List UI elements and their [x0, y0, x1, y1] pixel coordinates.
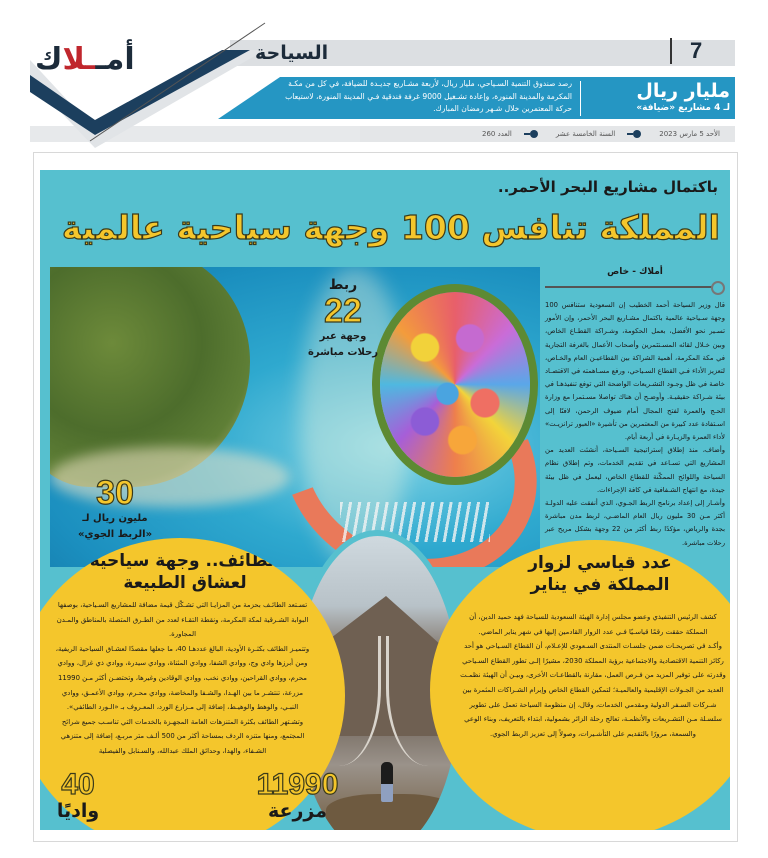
- page-header: [0, 0, 768, 160]
- stat-prefix: ربط: [328, 277, 358, 293]
- stat-destinations: [298, 277, 388, 361]
- visitors-sidebar: [430, 540, 730, 830]
- page-number: 7: [690, 38, 703, 63]
- taif-title-line: الطائف.. وجهة سياحية: [89, 551, 281, 571]
- body-paragraph: قال وزير السياحة أحمد الخطيب إن السعودية ستنافس 100 وجهة سـياحية عالمية باكتمال مشـاريع البحر الأحمر، وإن الأمور تسـير نحو الأفضل، بعمل الحكومة، وشـراكة القطـاع الخاص، وبين خـلال لقائه المسـتثمرين وأصحاب الأعمال بالغرفة التجارية في مكة المكرمة، أهمية الشراكة بين القطاعيـن العام والخـاص، لتعزيز الأداء فـي القطاع السـياحي، ورفع مسـاهمته في الاقتصـاد خاصة في ظل وجـود التشـريعات الواضحة التي توفع تنفيذهـا في بيئة شـراكة حقيقيـة. وأوضـح أن هناك تواصلا مسـتمرا مع وزارة الحـج والعمرة لفتح المجال أمام ضيوف الرحمن، لافتًا إلى اسـتفادة عدد كبيرة من المعتمرين من تأشيرة «العبور ترانزيـت» لأداء العمرة والزيـارة في أربعة أيام.: [545, 301, 725, 442]
- byline-rule: [545, 281, 725, 291]
- article-panel: [40, 170, 730, 830]
- stat-valleys: [48, 770, 108, 822]
- visitors-title: [500, 552, 700, 596]
- taif-title: [70, 550, 300, 594]
- chevron-logo-graphic: [0, 20, 280, 160]
- issue-date: الأحد 5 مارس 2023: [659, 130, 720, 138]
- visitors-paragraph: كشف الرئيس التنفيذي وعضو مجلس إدارة الهيئة السعودية للسياحة فهد حميد الدين، أن المملكة حققت رقمًا قياسـيًا فـي عدد الزوار القادمين إليها في شهر يناير الماضي.: [469, 613, 717, 636]
- stat-label: مزرعة: [267, 800, 328, 822]
- body-paragraph: وأضاف، منذ إطلاق إستراتيجية السـياحة، أنشئت العديد من المشاريع التي تسـاعد في تقديم الخدمات، وتم إطلاق نظام السياحة واللوائح الممكّنة للقطاع الخاص، ليعمل في ظل بيئة جيدة، مع انتهاج الشـفافية في كافة الإجراءات.: [545, 446, 725, 494]
- taif-paragraph: وتشـتهر الطائف بكثرة المتنزهات العامة المجهـزة بالخدمات التي تناسـب جميع شرائح المجتمع، ومنها متنزه الردف بمساحة أكثر من 500 ألـف متر مربـع، إضافة إلى متنزهي الشـفاء، والهدا، وحدائق الملك عبدالله، والسـنابل والفيصلية: [60, 717, 305, 755]
- logo-part-accent: ـلا: [62, 42, 96, 77]
- stat-caption: وجهة عبر: [319, 331, 367, 342]
- promo-subtitle: لـ 4 مشاريع «ضيافة»: [636, 103, 730, 113]
- article-body: [545, 299, 725, 550]
- byline: أملاك - خاص: [607, 267, 663, 277]
- flower-island: [380, 292, 530, 477]
- taif-title-line: لعشاق الطبيعة: [123, 573, 247, 593]
- visitors-title-line: عدد قياسي لزوار: [528, 553, 672, 573]
- visitors-body: [458, 610, 728, 741]
- stat-caption: رحلات مباشرة: [307, 347, 379, 358]
- stat-caption: مليون ريال لـ: [82, 513, 148, 524]
- section-title: السياحة: [255, 42, 329, 64]
- article-headline: المملكة تنافس 100 وجهة سياحية عالمية: [61, 208, 720, 247]
- bullet-icon: [633, 130, 641, 138]
- brand-logo: [35, 42, 135, 77]
- article-kicker: باكتمال مشاريع البحر الأحمر..: [497, 178, 718, 196]
- body-paragraph: وأشـار إلى إعداد برنامج الربط الجـوي، الذي أنفقت عليه الدولـة أكثر مـن 30 مليون ريال العام الماضـي، لربط مدن مباشرة بجدة والرياض، مؤكدًا ربط أكثر من 22 وجهة بشكل مريح عبر رحلات مباشرة.: [545, 499, 725, 547]
- bullet-icon: [530, 130, 538, 138]
- stat-number: 30: [96, 474, 134, 512]
- stat-farms: [250, 770, 345, 822]
- promo-text: رصد صندوق التنمية السـياحي، مليار ريال، لأربعة مشـاريع جديـدة للضيافة، في كل من مكـة المكرمة والمدينة المنورة، وإعادة تشـغيل 9000 غرفة فندقية فـي المدينة المنورة، لاستيعاب حركة المعتمرين خلال شـهر رمضان المبارك.: [285, 79, 572, 113]
- publication-year: السنة الخامسة عشر: [555, 130, 616, 138]
- stat-label: واديًا: [56, 800, 100, 822]
- promo-title: مليار ريال: [636, 80, 730, 102]
- taif-paragraph: وتتميـز الطائف بكثـرة الأودية، البالغ عددهـا 40، ما جعلها مقصدًا لعشـاق السياحية الريفية، ومن أبرزها وادي وج، ووادي الشفا، ووادي المثناة، ووادي سيدرة، ووادي ذي غزال، ووادي محرم، ووادي القراحين، ووادي نخب، ووادي الوقادين وغيرها، وتحتضـن أكثر مـن 11990 مزرعة، تنتشـر ما بين الهـدا، والشـفا والمخاضة، ووادي محـرم، ووادي الأعمـق، ووادي النبـي، والوهط والوهيـط، إضافة إلى مـزارع الورد، المعـروف بـ «الـورد الطائفي».: [55, 644, 310, 712]
- stat-number: 40: [61, 768, 95, 801]
- article-body-column: [545, 267, 725, 550]
- page-number-divider: [670, 38, 672, 64]
- issue-number: العدد 260: [482, 130, 512, 138]
- taif-body: [55, 598, 310, 759]
- stat-caption: «الربط الجوي»: [77, 529, 153, 540]
- dateline: [400, 126, 720, 142]
- logo-part-2: ك: [35, 42, 63, 77]
- taif-paragraph: تسـتعد الطائـف بحزمة من المزايـا التي تشـكّل قيمة مضافة للمشاريع السـياحية، بوصفها البوابة الشـرقية لمكة المكرمة، ونقطة التقـاء لعدد من الطـرق المتصلة بالمناطق والمـدن المجاورة.: [56, 601, 309, 639]
- stat-air-link: [70, 475, 160, 543]
- stat-number: 11990: [256, 768, 339, 801]
- promo-headline-box: [590, 80, 730, 118]
- red-sea-resort-photo: [50, 267, 540, 567]
- person-figure: [381, 762, 393, 802]
- visitors-paragraph: وأكـد في تصريحـات ضمن جلسـات المنتدى السـعودي للإعـلام، أن القطاع السـياحي هو أحد ركائز التنمية الاقتصادية والاجتماعية برؤية المملكة 2030، مشيرًا إلـى تطور القطاع السـياحي وقدرته على توفير المزيد من فـرص العمل، مقارنة بالقطاعـات الأخرى، وبيـن أن الهيئة نظمـت العديد من الجـولات الإقليمية والعالميـة؛ لتمكين القطاع الخاص وإبرام الشـراكات المثمرة بين شـركات السـفر الدولية ومقدمي الخدمات، وقال، إن منظومة السياحة تعمل على تطوير سلسـلة مـن التشـريعات والأنظمـة، تعالج رحلة الزائر بشمولية، ابتداء بالتعريف، وبناء الوعي والسمعة، مرورًا بالتقديم على التأشـيرات، وصولاً إلى تعزيز الربط الجوي.: [460, 642, 726, 738]
- logo-part-1: أمـ: [95, 42, 135, 77]
- stat-number: 22: [324, 292, 362, 330]
- visitors-title-line: المملكة في يناير: [530, 575, 670, 595]
- promo-divider: [580, 81, 581, 116]
